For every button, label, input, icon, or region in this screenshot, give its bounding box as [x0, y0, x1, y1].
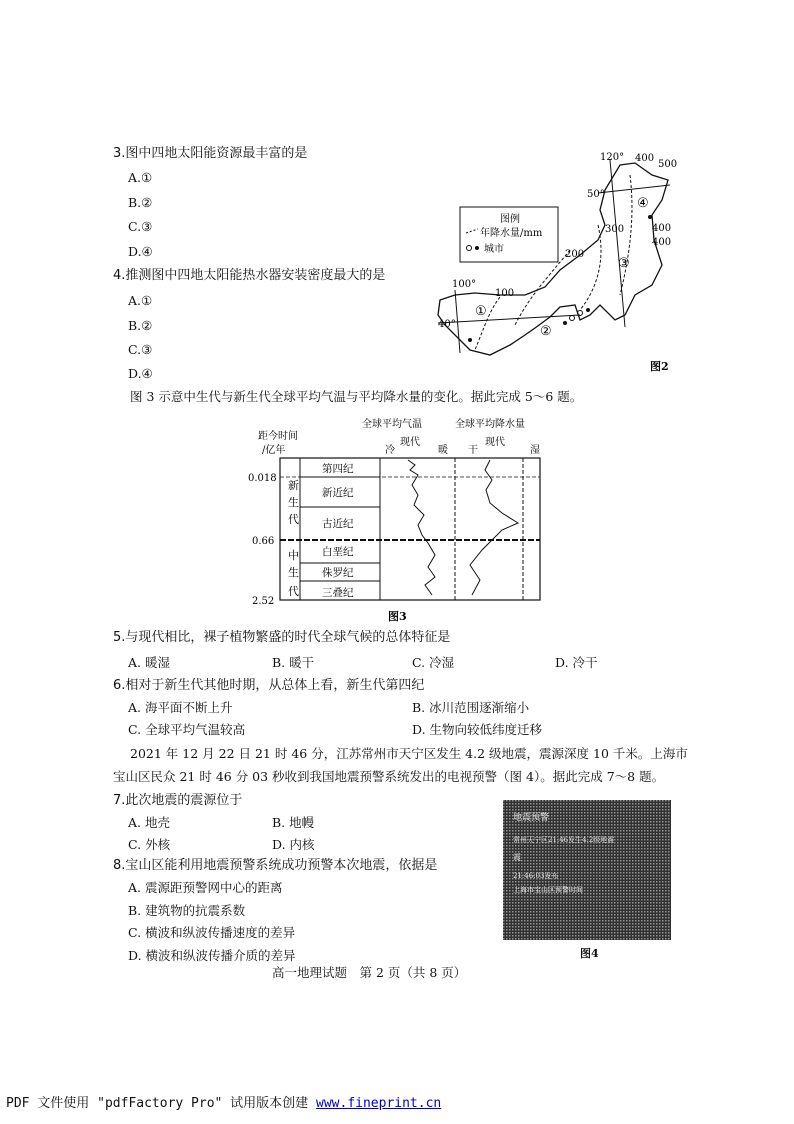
q5-stem: 5.与现代相比，裸子植物繁盛的时代全球气候的总体特征是 [113, 630, 451, 645]
page-footer: 高一地理试题 第 2 页（共 8 页） [272, 965, 467, 980]
svg-text:50°: 50° [587, 189, 605, 200]
svg-text:200: 200 [565, 249, 585, 260]
alert-line-4: 21:46:03发布 [513, 872, 559, 880]
svg-text:500: 500 [658, 159, 678, 170]
q3-option-a: A.① [128, 170, 153, 185]
q3-option-d: D.④ [128, 244, 153, 259]
svg-text:①: ① [475, 304, 487, 319]
q4-option-d: D.④ [128, 366, 153, 381]
svg-text:现代: 现代 [485, 437, 505, 448]
svg-text:冷: 冷 [385, 445, 395, 456]
q3-option-c: C.③ [128, 219, 153, 234]
svg-text:400: 400 [652, 223, 672, 234]
svg-text:400: 400 [652, 237, 672, 248]
fineprint-link[interactable]: www.fineprint.cn [316, 1096, 442, 1111]
svg-text:100: 100 [495, 288, 515, 299]
q4-option-b: B.② [128, 318, 153, 333]
svg-text:湿: 湿 [530, 445, 540, 456]
map-legend-title: 图例 [500, 214, 520, 225]
q4-option-c: C.③ [128, 342, 153, 357]
q8-option-d: D. 横波和纵波传播介质的差异 [128, 948, 296, 963]
q6-option-d: D. 生物向较低纬度迁移 [412, 722, 543, 737]
pdf-creator-text: PDF 文件使用 "pdfFactory Pro" 试用版本创建 [6, 1096, 317, 1111]
svg-text:暖: 暖 [438, 445, 448, 456]
time-066: 0.66 [252, 536, 275, 547]
period-cretaceous: 白垩纪 [322, 546, 354, 558]
isohyet-300 [580, 225, 601, 310]
time-0018: 0.018 [248, 473, 277, 484]
svg-text:②: ② [540, 324, 552, 339]
q7-option-c: C. 外核 [128, 837, 171, 852]
q4-option-a: A.① [128, 293, 153, 308]
period-neogene: 新近纪 [322, 487, 354, 499]
q4-stem: 4.推测图中四地太阳能热水器安装密度最大的是 [113, 268, 386, 283]
meridian-120 [610, 160, 625, 327]
q7-stem: 7.此次地震的震源位于 [113, 793, 243, 808]
figure-4-tv-alert [503, 800, 671, 945]
precipitation-curve [470, 460, 518, 595]
fig3-col-time-unit: /亿年 [262, 445, 286, 456]
figure-2-map [430, 145, 690, 375]
q7-option-b: B. 地幔 [272, 815, 315, 830]
figure-3-caption: 图3 [388, 610, 407, 623]
period-paleogene: 古近纪 [322, 518, 354, 530]
map-legend-city: 城市 [484, 244, 504, 255]
parallel-40 [438, 315, 580, 323]
alert-line-1: 地震预警 [513, 813, 550, 823]
fig3-col-time: 距今时间 [258, 431, 298, 442]
intro-5-6: 图 3 示意中生代与新生代全球平均气温与平均降水量的变化。据此完成 5～6 题。 [130, 389, 583, 404]
alert-line-5: 上海市宝山区预警时间 [513, 886, 583, 894]
q6-stem: 6.相对于新生代其他时期，从总体上看，新生代第四纪 [113, 678, 425, 693]
svg-text:生: 生 [288, 496, 299, 509]
svg-text:③: ③ [618, 256, 630, 271]
q8-option-b: B. 建筑物的抗震系数 [128, 903, 246, 918]
intro-7-8-line2: 宝山区民众 21 时 46 分 03 秒收到我国地震预警系统发出的电视预警（图 4）。据此完成 7～8 题。 [113, 769, 665, 784]
q3-option-b: B.② [128, 195, 153, 210]
svg-text:中: 中 [288, 549, 299, 562]
svg-text:120°: 120° [600, 152, 625, 163]
q5-option-d: D. 冷干 [555, 655, 598, 670]
q7-option-d: D. 内核 [272, 837, 315, 852]
q8-stem: 8.宝山区能利用地震预警系统成功预警本次地震，依据是 [113, 858, 438, 873]
fig3-col-temp: 全球平均气温 [362, 419, 422, 430]
intro-7-8-line1: 2021 年 12 月 22 日 21 时 46 分，江苏常州市天宁区发生 4.2 级地震，震源深度 10 千米。上海市 [130, 746, 688, 761]
alert-line-2: 常州天宁区21:46发生4.2级地震 [513, 836, 615, 844]
svg-text:100°: 100° [452, 279, 477, 290]
temperature-curve [408, 460, 435, 595]
q8-option-a: A. 震源距预警网中心的距离 [128, 880, 283, 895]
parallel-50 [598, 185, 670, 193]
map-legend-rain: 年降水量/mm [480, 228, 543, 239]
figure-2-caption: 图2 [650, 360, 669, 373]
fig3-col-rain: 全球平均降水量 [455, 419, 525, 430]
q3-stem: 3.图中四地太阳能资源最丰富的是 [113, 146, 308, 161]
svg-text:代: 代 [288, 513, 299, 526]
alert-line-3: 震 [513, 853, 521, 862]
q6-option-c: C. 全球平均气温较高 [128, 722, 246, 737]
figure-3-chart [240, 415, 550, 625]
svg-text:现代: 现代 [400, 437, 420, 448]
svg-text:干: 干 [468, 445, 478, 456]
q6-option-b: B. 冰川范围逐渐缩小 [412, 700, 530, 715]
svg-text:300: 300 [605, 224, 625, 235]
svg-text:新: 新 [288, 479, 299, 492]
q7-option-a: A. 地壳 [128, 815, 170, 830]
figure-4-caption: 图4 [580, 947, 599, 960]
isohyet-400 [620, 175, 632, 295]
q5-option-b: B. 暖干 [272, 655, 315, 670]
q5-option-a: A. 暖湿 [128, 655, 170, 670]
q5-option-c: C. 冷湿 [412, 655, 455, 670]
q8-option-c: C. 横波和纵波传播速度的差异 [128, 925, 296, 940]
svg-text:生: 生 [288, 566, 299, 579]
svg-text:④: ④ [637, 196, 649, 211]
period-triassic: 三叠纪 [322, 587, 354, 599]
svg-text:40°: 40° [438, 319, 456, 330]
svg-text:代: 代 [288, 585, 299, 598]
time-252: 2.52 [252, 596, 275, 607]
svg-text:400: 400 [635, 153, 655, 164]
q6-option-a: A. 海平面不断上升 [128, 700, 233, 715]
pdf-creator-note [6, 1096, 441, 1112]
period-quaternary: 第四纪 [322, 463, 354, 475]
period-jurassic: 侏罗纪 [322, 567, 354, 579]
